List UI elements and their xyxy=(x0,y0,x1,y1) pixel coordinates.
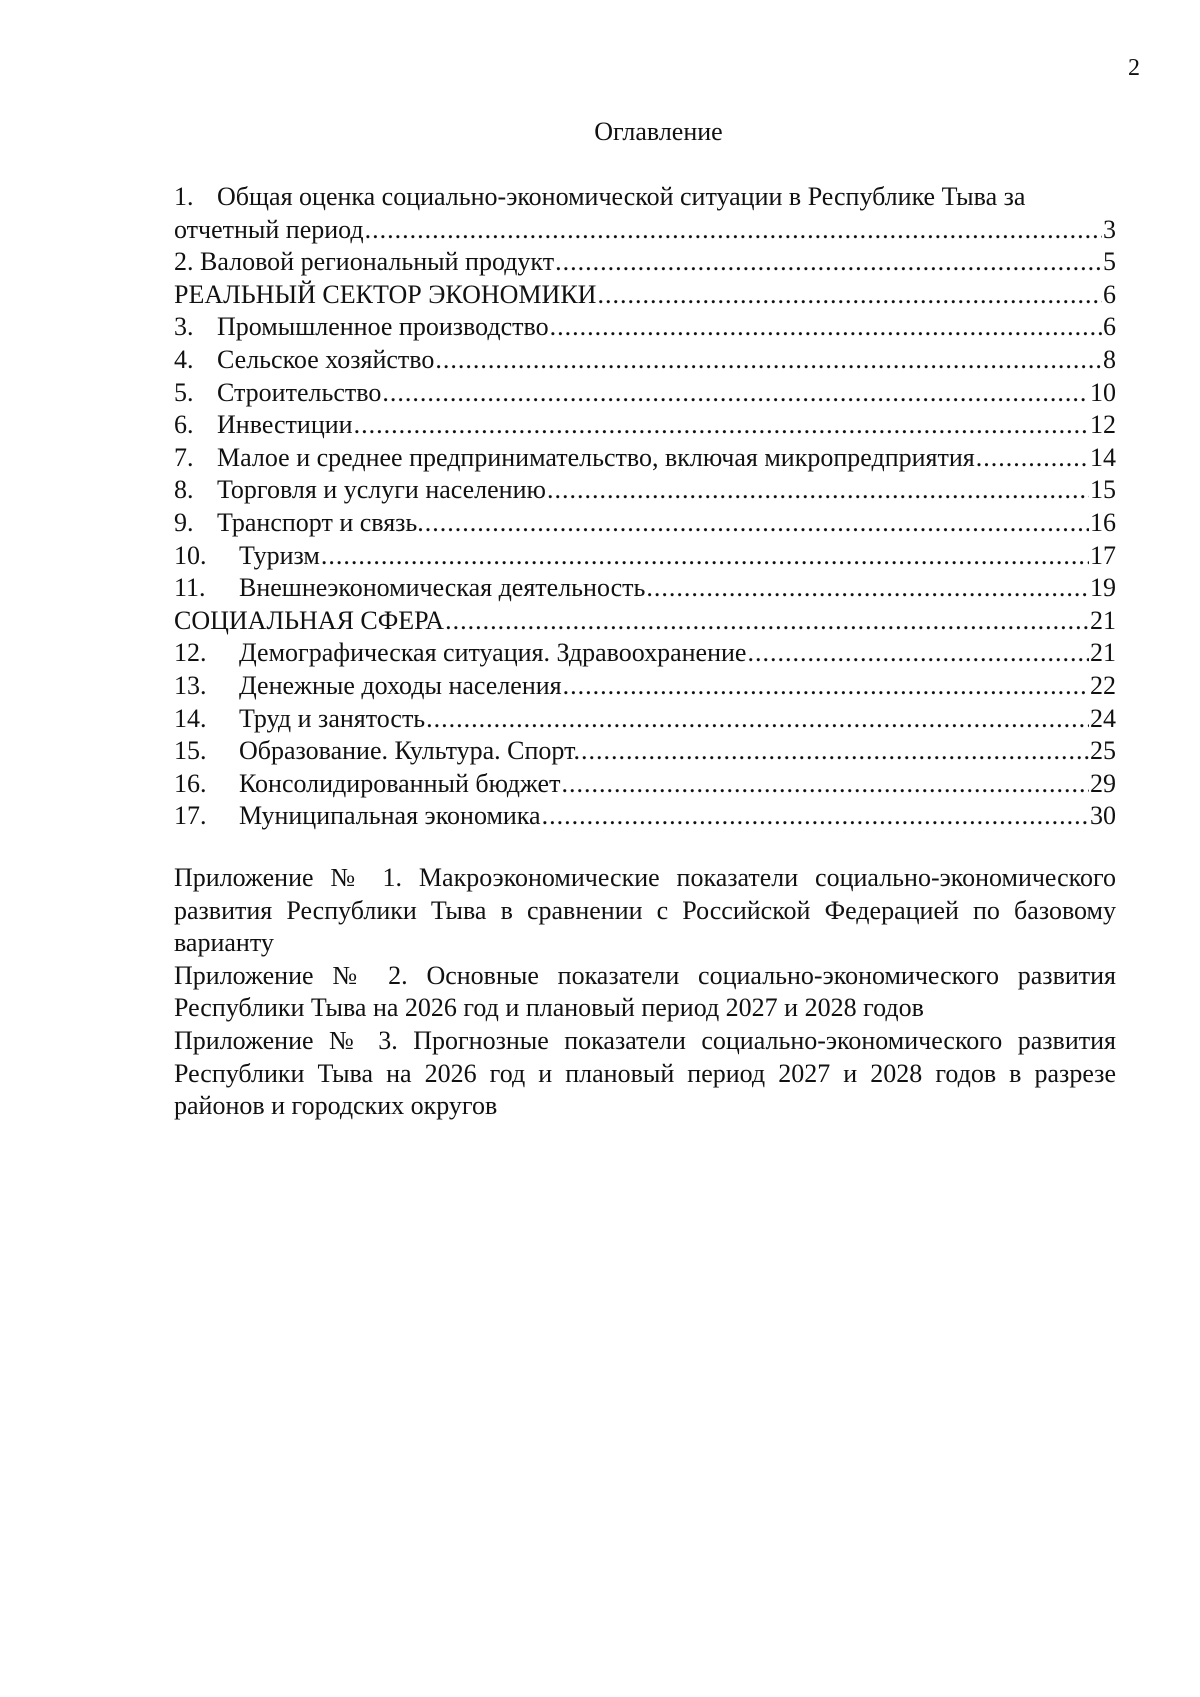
toc-item-number: 5. xyxy=(174,377,194,407)
toc-item-number: 9. xyxy=(174,507,194,537)
toc-item-title: Строительство xyxy=(217,377,382,407)
toc-item-page: 5 xyxy=(1103,247,1116,277)
appendix-1[interactable]: Приложение № 1. Макроэкономические показатели социально-экономического развития Республики Тыва в сравнении с Российской Федерацией по базовому варианту xyxy=(174,863,1116,958)
toc-item-title: СОЦИАЛЬНАЯ СФЕРА xyxy=(174,605,445,635)
toc-item-title: Общая оценка социально-экономической ситуации в Республике Тыва за xyxy=(217,182,1026,211)
toc-item-number: 3. xyxy=(174,312,194,342)
dot-leader xyxy=(561,768,1089,801)
dot-leader xyxy=(563,670,1089,703)
toc-item-title: Сельское хозяйство xyxy=(217,344,435,374)
toc-item-title: 2. Валовой региональный продукт xyxy=(174,247,555,277)
toc-item-page: 29 xyxy=(1090,768,1116,798)
toc-item-title: РЕАЛЬНЫЙ СЕКТОР ЭКОНОМИКИ xyxy=(174,279,597,309)
toc-item[interactable] xyxy=(174,670,1116,703)
toc-item-1-line-1[interactable] xyxy=(174,181,1116,214)
dot-leader xyxy=(597,279,1102,312)
toc-item-title: Внешнеэкономическая деятельность xyxy=(239,573,646,603)
toc-item-number: 14. xyxy=(174,703,207,733)
toc-item[interactable] xyxy=(174,442,1116,475)
toc-item-title: Денежные доходы населения xyxy=(239,670,562,700)
dot-leader xyxy=(747,637,1089,670)
dot-leader xyxy=(382,377,1089,410)
toc-item[interactable] xyxy=(174,409,1116,442)
toc-item[interactable] xyxy=(174,540,1116,573)
dot-leader xyxy=(547,474,1089,507)
toc-item-title: Туризм xyxy=(239,540,320,570)
toc-item-page: 17 xyxy=(1090,540,1116,570)
toc-item-title: Консолидированный бюджет xyxy=(239,768,561,798)
toc-item-title: Инвестиции xyxy=(217,410,353,440)
toc-item[interactable] xyxy=(174,572,1116,605)
dot-leader xyxy=(581,735,1089,768)
toc-item-page: 25 xyxy=(1090,736,1116,766)
toc-item-page: 14 xyxy=(1090,442,1116,472)
toc-item-page: 6 xyxy=(1103,279,1116,309)
toc-item-number: 12. xyxy=(174,638,207,668)
toc-item-number: 16. xyxy=(174,768,207,798)
dot-leader xyxy=(435,344,1102,377)
toc-item[interactable] xyxy=(174,279,1116,312)
toc-item-title: Транспорт и связь. xyxy=(217,507,424,537)
appendix-2[interactable]: Приложение № 2. Основные показатели социально-экономического развития Республики Тыва на 2026 год и плановый период 2027 и 2028 годов xyxy=(174,960,1116,1023)
toc-item-page: 6 xyxy=(1103,312,1116,342)
toc-item-page: 15 xyxy=(1090,475,1116,505)
toc-item-page: 30 xyxy=(1090,801,1116,831)
toc-item-title: Муниципальная экономика xyxy=(239,801,541,831)
toc-item-title-continued: отчетный период xyxy=(174,214,364,244)
toc-title: Оглавление xyxy=(594,117,723,146)
toc-item[interactable] xyxy=(174,377,1116,410)
dot-leader xyxy=(646,572,1089,605)
toc-item[interactable] xyxy=(174,605,1116,638)
toc-item[interactable] xyxy=(174,800,1116,833)
toc-item-number: 4. xyxy=(174,344,194,374)
toc-item-number: 6. xyxy=(174,410,194,440)
toc-item-number: 10. xyxy=(174,540,207,570)
toc-item-page: 8 xyxy=(1103,344,1116,374)
toc-item[interactable] xyxy=(174,768,1116,801)
toc-item-title: Демографическая ситуация. Здравоохранение xyxy=(239,638,747,668)
toc-item-number: 7. xyxy=(174,442,194,472)
toc-item-page: 10 xyxy=(1090,377,1116,407)
toc-item-number: 11. xyxy=(174,573,206,603)
toc-item-page: 24 xyxy=(1090,703,1116,733)
toc-item-1-line-2[interactable] xyxy=(174,214,1116,247)
toc-item-page: 21 xyxy=(1090,605,1116,635)
dot-leader xyxy=(542,800,1089,833)
table-of-contents xyxy=(174,181,1116,833)
toc-item-page: 21 xyxy=(1090,638,1116,668)
toc-item[interactable] xyxy=(174,637,1116,670)
toc-item-title: Торговля и услуги населению xyxy=(217,475,546,505)
toc-item-page: 12 xyxy=(1090,410,1116,440)
dot-leader xyxy=(321,540,1089,573)
dot-leader xyxy=(555,246,1102,279)
dot-leader xyxy=(426,703,1089,736)
appendix-3[interactable]: Приложение № 3. Прогнозные показатели социально-экономического развития Республики Тыва на 2026 год и плановый период 2027 и 2028 годов в разрезе районов и городских округов xyxy=(174,1025,1116,1121)
toc-item-page: 19 xyxy=(1090,573,1116,603)
toc-item-number: 17. xyxy=(174,801,207,831)
dot-leader xyxy=(550,311,1102,344)
toc-item-number: 13. xyxy=(174,670,207,700)
toc-item[interactable] xyxy=(174,344,1116,377)
toc-item-page: 3 xyxy=(1103,214,1116,244)
toc-item-title: Труд и занятость xyxy=(239,703,426,733)
toc-item-page: 16 xyxy=(1090,507,1116,537)
toc-item[interactable] xyxy=(174,246,1116,279)
dot-leader xyxy=(365,214,1102,247)
toc-item-number: 8. xyxy=(174,475,194,505)
dot-leader xyxy=(445,605,1089,638)
toc-item[interactable] xyxy=(174,311,1116,344)
toc-item-number: 1. xyxy=(174,182,194,211)
toc-item-title: Малое и среднее предпринимательство, включая микропредприятия xyxy=(217,442,975,472)
toc-item[interactable] xyxy=(174,474,1116,507)
toc-item[interactable] xyxy=(174,735,1116,768)
dot-leader xyxy=(425,507,1089,540)
toc-item-title: Образование. Культура. Спорт. xyxy=(239,736,580,766)
toc-item-number: 15. xyxy=(174,736,207,766)
dot-leader xyxy=(976,442,1089,475)
toc-item-title: Промышленное производство xyxy=(217,312,549,342)
page-number: 2 xyxy=(1128,55,1140,81)
toc-item[interactable] xyxy=(174,507,1116,540)
toc-item-page: 22 xyxy=(1090,670,1116,700)
appendix-list xyxy=(174,862,1116,1123)
toc-item[interactable] xyxy=(174,703,1116,736)
dot-leader xyxy=(354,409,1089,442)
